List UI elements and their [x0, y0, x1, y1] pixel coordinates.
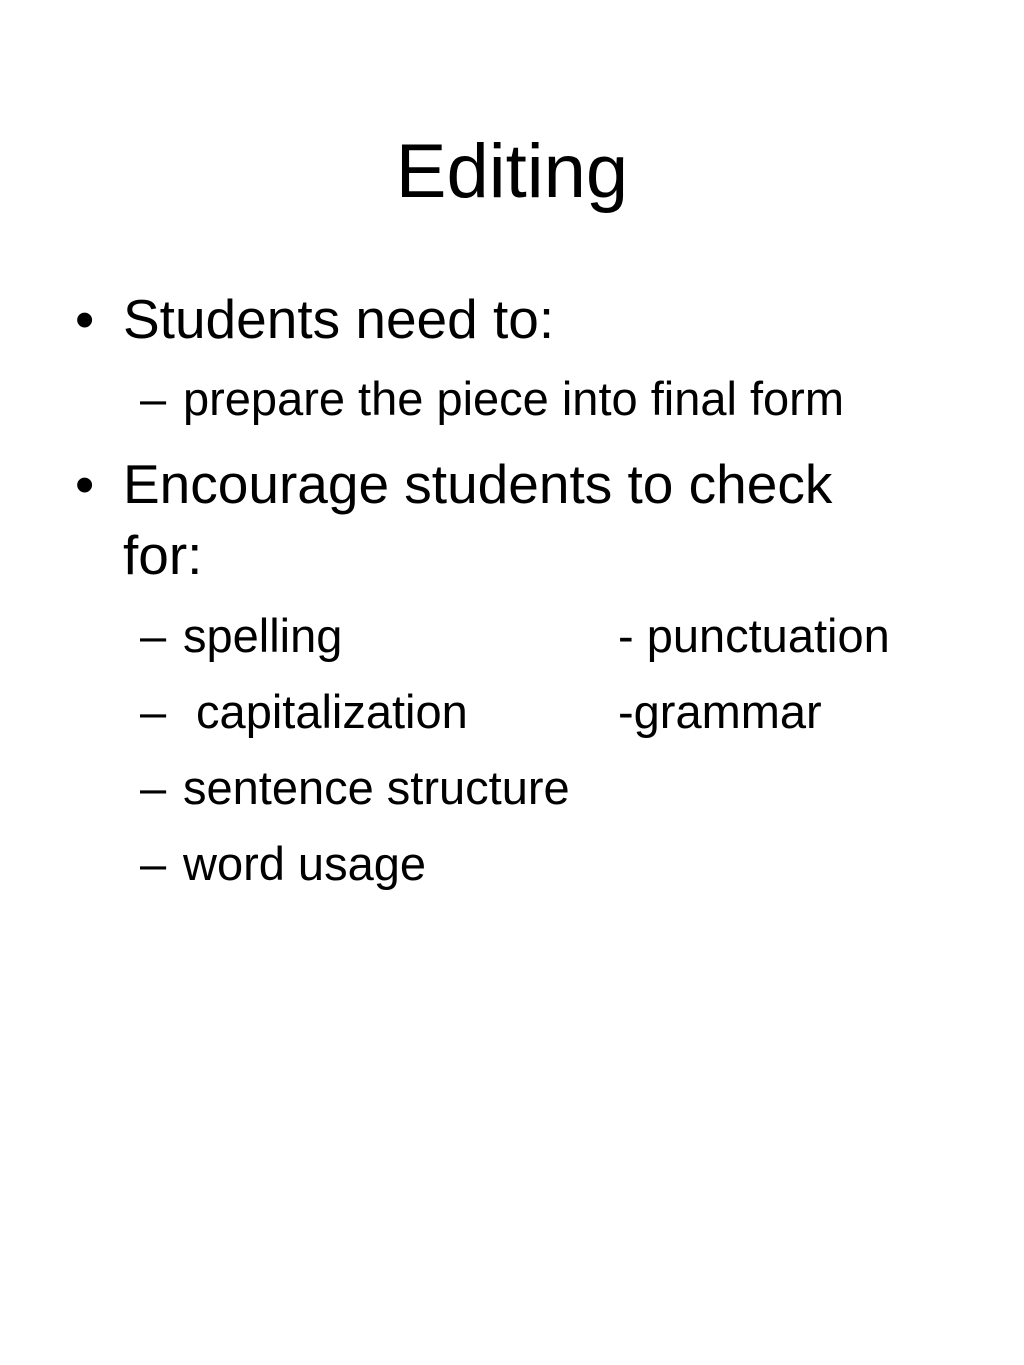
dash-marker: – — [140, 837, 167, 890]
sub-item-text: word usage — [183, 837, 426, 890]
bullet-text: Encourage students to check — [123, 453, 833, 515]
sub-item-text-right: -grammar — [618, 685, 822, 738]
bullet-text: Students need to: — [123, 288, 555, 350]
bullet-text-line2: for: — [123, 524, 203, 586]
sub-item-text: spelling — [183, 609, 343, 662]
dash-marker: – — [140, 609, 167, 662]
dash-marker: – — [140, 372, 167, 425]
dash-marker: – — [140, 685, 167, 738]
sub-item-text: prepare the piece into final form — [183, 372, 844, 425]
sub-item-text-right: - punctuation — [618, 609, 890, 662]
sub-item-text: capitalization — [183, 685, 468, 738]
bullet-marker: • — [75, 288, 95, 350]
slide-title: Editing — [395, 129, 629, 214]
bullet-marker: • — [75, 453, 95, 515]
sub-item-text: sentence structure — [183, 761, 570, 814]
dash-marker: – — [140, 761, 167, 814]
